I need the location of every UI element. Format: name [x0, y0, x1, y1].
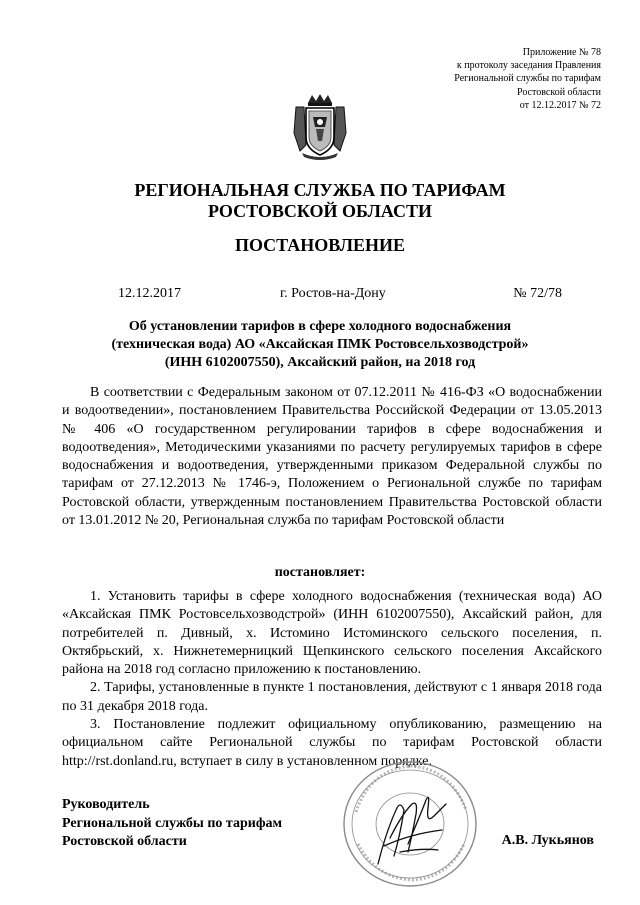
annex-line: Приложение № 78	[522, 47, 601, 58]
document-type: ПОСТАНОВЛЕНИЕ	[234, 235, 406, 255]
document-place: г. Ростов-на-Дону	[280, 286, 386, 301]
resolution-item: 1. Установить тарифы в сфере холодного водоснабжения (техническая вода) АО «Аксайская ПМК Ростовсельхозводстрой» (ИНН 6102007550), Аксайский район, для потребителей п. Дивный, х. Истомино Истоминского сельского поселения, п. Октябрьский, х. Нижнетемерницкий Щепкинского сельского поселения Аксайского района на 2018 год согласно приложению к постановлению.	[62, 589, 602, 678]
resolution-items	[62, 588, 602, 771]
rostov-coat-of-arms-icon	[290, 93, 350, 161]
position-line: Руководитель	[62, 797, 150, 812]
handwritten-signature-icon	[378, 797, 446, 864]
resolution-item: 3. Постановление подлежит официальному опубликованию, размещению на официальном сайте Региональной службы по тарифам Ростовской области http://rst.donland.ru, вступает в силу в установленном порядке.	[62, 717, 602, 769]
preamble-paragraph: В соответствии с Федеральным законом от 07.12.2011 № 416-ФЗ «О водоснабжении и водоотведении», постановлением Правительства Российской Федерации от 13.05.2013 № 406 «О государственном регулировании тарифов в сфере водоснабжения и водоотведения», Методическими указаниями по расчету регулируемых тарифов в сфере водоснабжения и водоотведения, утвержденными приказом Федеральной службы по тарифам от 27.12.2013 № 1746-э, Положением о Региональной службе по тарифам Ростовской области, утвержденным постановлением Правительства Ростовской области от 13.01.2012 № 20, Региональная служба по тарифам Ростовской области	[62, 385, 602, 529]
round-seal-stamp-icon	[330, 752, 490, 892]
resolves-heading: постановляет:	[274, 565, 366, 580]
document-date: 12.12.2017	[118, 286, 181, 301]
org-title-line: РОСТОВСКОЙ ОБЛАСТИ	[208, 201, 432, 221]
annex-line: Региональной службы по тарифам	[454, 73, 601, 85]
document-meta	[118, 286, 562, 304]
annex-line: Ростовской области	[517, 86, 601, 98]
resolution-item: 2. Тарифы, установленные в пункте 1 постановления, действуют с 1 января 2018 года по 31 декабря 2018 года.	[62, 680, 602, 714]
document-number: № 72/78	[513, 286, 562, 301]
org-title-line: РЕГИОНАЛЬНАЯ СЛУЖБА ПО ТАРИФАМ	[134, 180, 506, 200]
org-title	[0, 180, 640, 222]
subject-line: (техническая вода) АО «Аксайская ПМК Ростовсельхозводстрой»	[111, 337, 529, 352]
annex-line: к протоколу заседания Правления	[456, 60, 601, 72]
signatory-name: А.В. Лукьянов	[501, 833, 594, 848]
subject-line: Об установлении тарифов в сфере холодного водоснабжения	[128, 319, 512, 334]
position-line: Региональной службы по тарифам	[62, 815, 283, 831]
subject-line: (ИНН 6102007550), Аксайский район, на 2018 год	[164, 355, 476, 370]
signatory-position	[62, 796, 282, 852]
annex-note	[454, 46, 601, 112]
document-subject	[0, 318, 640, 372]
position-line: Ростовской области	[62, 834, 187, 849]
annex-line: от 12.12.2017 № 72	[519, 99, 601, 111]
